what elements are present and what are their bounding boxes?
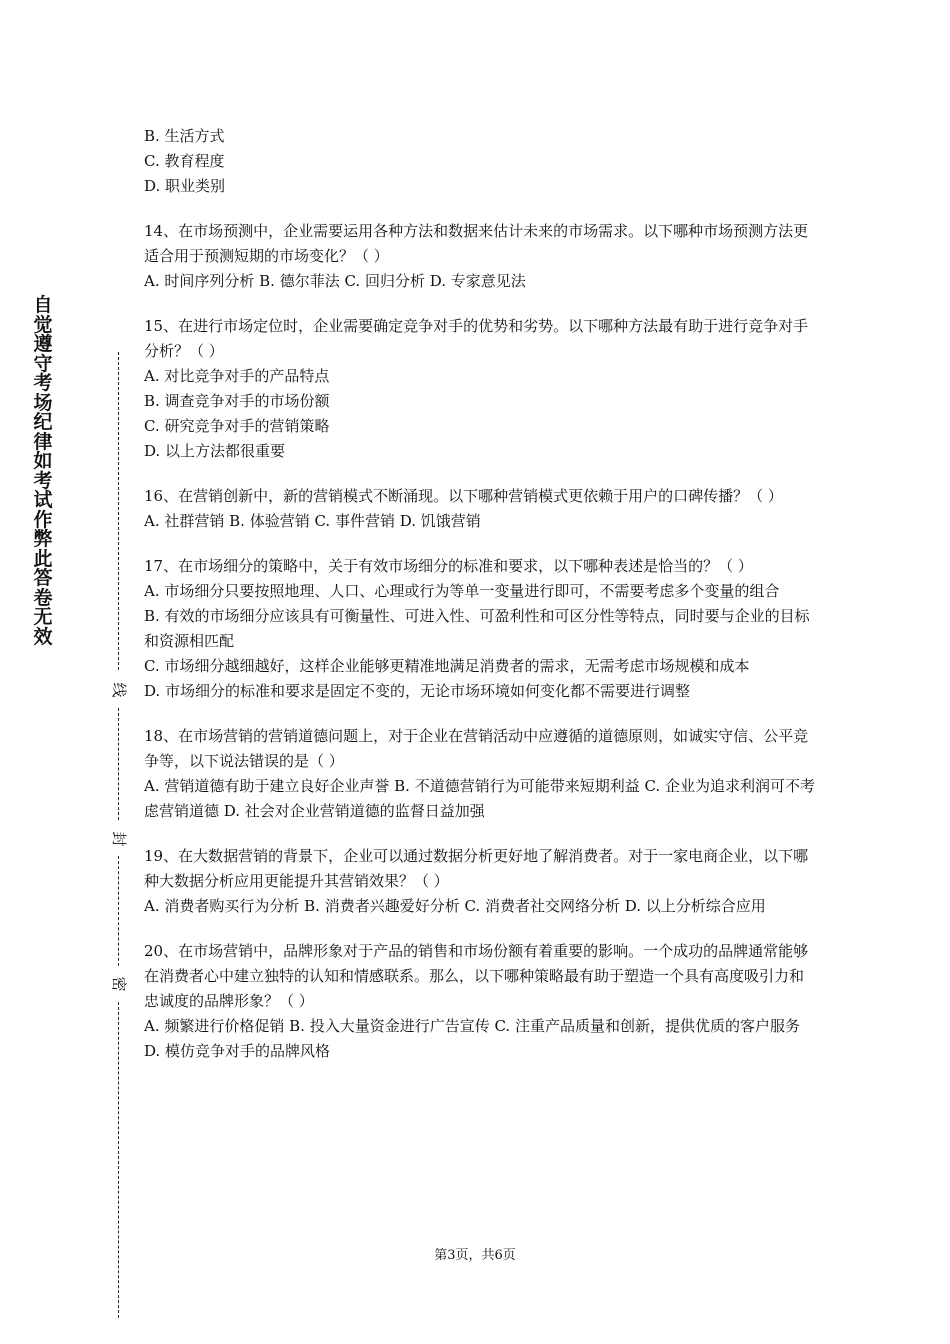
option: A. 消费者购买行为分析 B. 消费者兴趣爱好分析 C. 消费者社交网络分析 D. 以上分析综合应用 — [144, 897, 766, 915]
question-19 — [144, 844, 816, 919]
exam-discipline-warning: 自觉遵守考场纪律如考试作弊此答卷无效 — [33, 294, 53, 648]
continued-options — [144, 124, 816, 199]
option: A. 市场细分只要按照地理、人口、心理或行为等单一变量进行即可，不需要考虑多个变量的组合 — [144, 582, 780, 600]
option: B. 调查竞争对手的市场份额 — [144, 392, 330, 410]
question-stem: 19、在大数据营销的背景下，企业可以通过数据分析更好地了解消费者。对于一家电商企业，以下哪种大数据分析应用更能提升其营销效果？（ ） — [144, 847, 809, 890]
option: A. 营销道德有助于建立良好企业声誉 B. 不道德营销行为可能带来短期利益 C. 企业为追求利润可不考虑营销道德 D. 社会对企业营销道德的监督日益加强 — [144, 777, 815, 820]
dashed-divider — [118, 352, 119, 670]
dashed-divider — [118, 1002, 119, 1318]
binding-mark-secret: 密 — [110, 976, 128, 992]
question-stem: 17、在市场细分的策略中，关于有效市场细分的标准和要求，以下哪种表述是恰当的？（ ） — [144, 557, 753, 575]
question-stem: 15、在进行市场定位时，企业需要确定竞争对手的优势和劣势。以下哪种方法最有助于进行竞争对手分析？（ ） — [144, 317, 809, 360]
binding-mark-line: 线 — [110, 682, 128, 698]
dashed-divider — [118, 708, 119, 820]
question-stem: 14、在市场预测中，企业需要运用各种方法和数据来估计未来的市场需求。以下哪种市场预测方法更适合用于预测短期的市场变化？（ ） — [144, 222, 809, 265]
option: C. 研究竞争对手的营销策略 — [144, 417, 330, 435]
page-number: 第3页，共6页 — [434, 1248, 516, 1263]
question-16 — [144, 484, 816, 534]
option: C. 教育程度 — [144, 152, 225, 170]
question-18 — [144, 724, 816, 824]
binding-mark-seal: 封 — [110, 831, 128, 847]
option: C. 市场细分越细越好，这样企业能够更精准地满足消费者的需求，无需考虑市场规模和成本 — [144, 657, 750, 675]
option: A. 时间序列分析 B. 德尔菲法 C. 回归分析 D. 专家意见法 — [144, 272, 526, 290]
question-stem: 16、在营销创新中，新的营销模式不断涌现。以下哪种营销模式更依赖于用户的口碑传播？（ ） — [144, 487, 783, 505]
question-15 — [144, 314, 816, 464]
option: D. 职业类别 — [144, 177, 226, 195]
question-20 — [144, 939, 816, 1064]
question-list — [144, 124, 816, 1064]
question-17 — [144, 554, 816, 704]
option: B. 有效的市场细分应该具有可衡量性、可进入性、可盈利性和可区分性等特点，同时要与企业的目标和资源相匹配 — [144, 607, 810, 650]
question-14 — [144, 219, 816, 294]
option: A. 社群营销 B. 体验营销 C. 事件营销 D. 饥饿营销 — [144, 512, 481, 530]
question-stem: 18、在市场营销的营销道德问题上，对于企业在营销活动中应遵循的道德原则，如诚实守信、公平竞争等，以下说法错误的是（ ） — [144, 727, 809, 770]
option: A. 对比竞争对手的产品特点 — [144, 367, 330, 385]
dashed-divider — [118, 856, 119, 966]
option: A. 频繁进行价格促销 B. 投入大量资金进行广告宣传 C. 注重产品质量和创新，提供优质的客户服务 D. 模仿竞争对手的品牌风格 — [144, 1017, 800, 1060]
option: D. 市场细分的标准和要求是固定不变的，无论市场环境如何变化都不需要进行调整 — [144, 682, 691, 700]
option: D. 以上方法都很重要 — [144, 442, 286, 460]
question-stem: 20、在市场营销中，品牌形象对于产品的销售和市场份额有着重要的影响。一个成功的品牌通常能够在消费者心中建立独特的认知和情感联系。那么，以下哪种策略最有助于塑造一个具有高度吸引力和忠诚度的品牌形象？（ ） — [144, 942, 809, 1010]
option: B. 生活方式 — [144, 127, 225, 145]
binding-line — [104, 0, 134, 1344]
